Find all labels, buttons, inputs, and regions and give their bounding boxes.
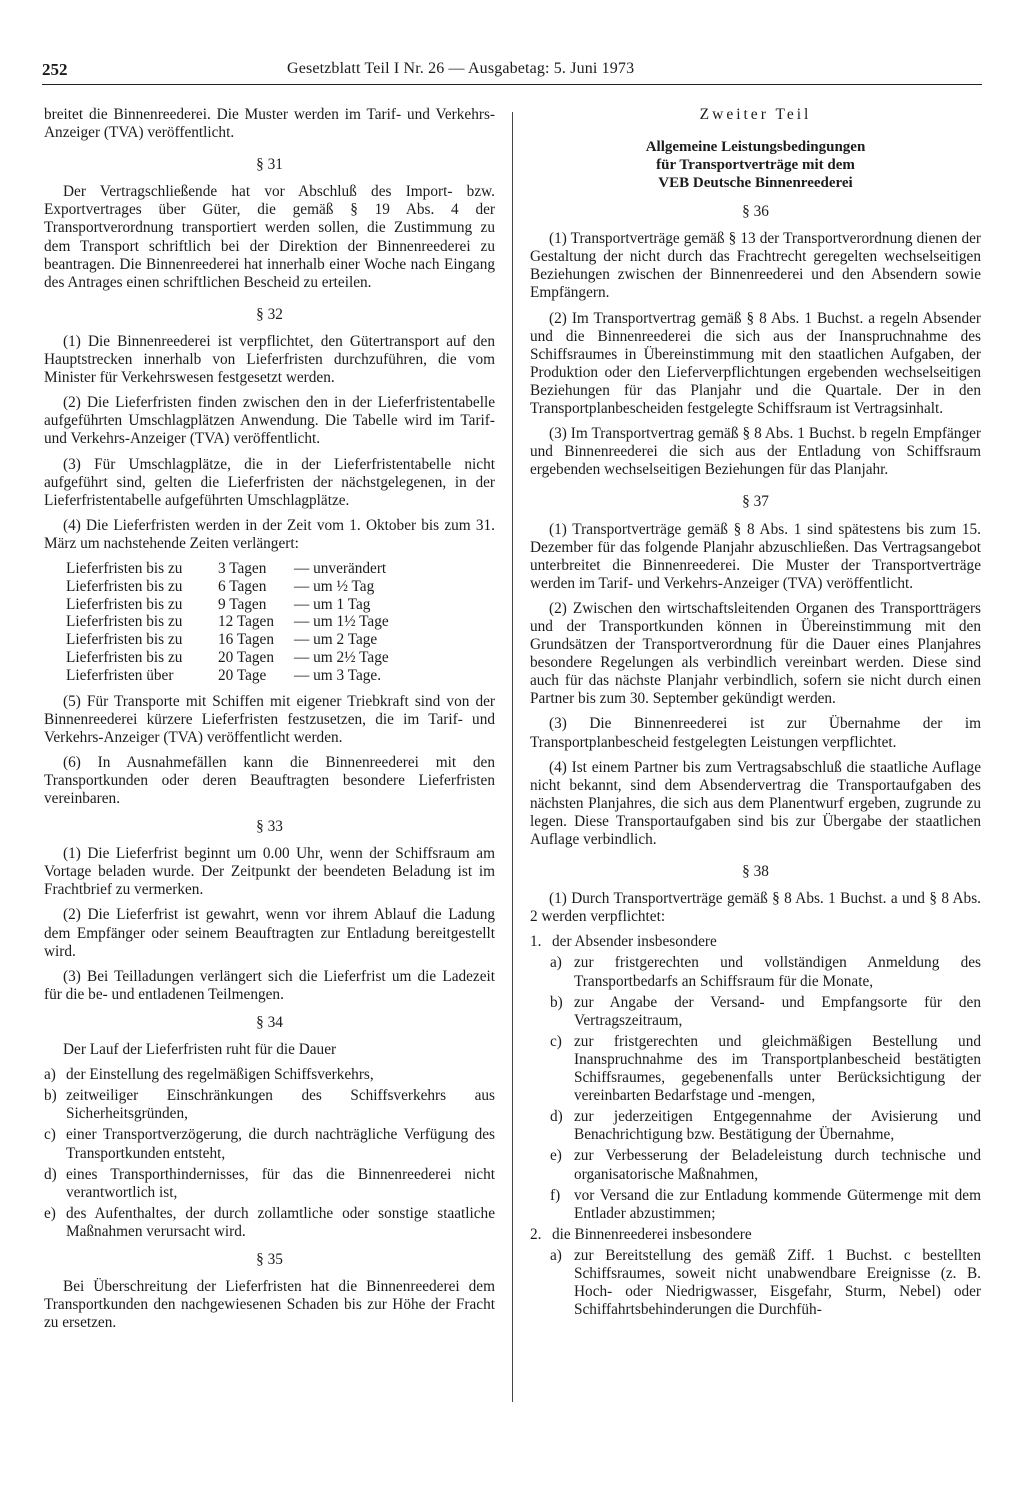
- section-33-para-2: (2) Die Lieferfrist ist gewahrt, wenn vor ihrem Ablauf die Ladung dem Empfänger oder seinem Beauftragten zur Entladung bereitgestellt wird.: [44, 906, 495, 960]
- list-item-text: eines Transporthindernisses, für das die Binnenreederei nicht verantwortlich ist,: [66, 1165, 495, 1201]
- table-cell: Lieferfristen über: [66, 666, 174, 684]
- sub-list-item: [550, 994, 981, 1030]
- list-item-text: der Einstellung des regelmäßigen Schiffsverkehrs,: [66, 1066, 374, 1084]
- table-cell: 6 Tagen: [218, 577, 267, 595]
- part-title-line: Allgemeine Leistungsbedingungen: [645, 139, 866, 156]
- list-item-text: zeitweiliger Einschränkungen des Schiffsverkehrs aus Sicherheitsgründen,: [66, 1087, 495, 1123]
- list-marker: 1.: [530, 933, 542, 951]
- section-33-para-1: (1) Die Lieferfrist beginnt um 0.00 Uhr, wenn der Schiffsraum am Vortage beladen wurde. Der Zeitpunkt der beendeten Beladung ist im Frachtbrief zu vermerken.: [44, 845, 495, 899]
- table-cell: 20 Tage: [218, 666, 267, 684]
- section-37-para-3: (3) Die Binnenreederei ist zur Übernahme der im Transportplanbescheid festgelegten Leistungen verpflichtet.: [530, 715, 981, 751]
- section-heading-31: § 31: [256, 156, 283, 174]
- list-marker: e): [44, 1204, 56, 1222]
- section-heading-32: § 32: [256, 305, 283, 323]
- list-item-text: vor Versand die zur Entladung kommende Gütermenge mit dem Entlader abzustimmen;: [574, 1186, 981, 1222]
- list-item: [44, 1066, 495, 1084]
- list-marker: e): [550, 1147, 562, 1165]
- sub-list-item: [550, 1147, 981, 1183]
- table-cell: Lieferfristen bis zu: [66, 631, 183, 649]
- section-heading-33: § 33: [256, 818, 283, 836]
- list-marker: 2.: [530, 1225, 542, 1243]
- section-37-para-1: (1) Transportverträge gemäß § 8 Abs. 1 sind spätestens bis zum 15. Dezember für das folgende Planjahr abzuschließen. Das Vertragsangebot unterbreitet die Binnenreederei. Die Muster der Transportverträge werden im Tarif- und Verkehrs-Anzeiger (TVA) veröffentlicht.: [530, 520, 981, 592]
- table-cell: 16 Tagen: [218, 631, 274, 649]
- table-row: [66, 596, 495, 614]
- part-title: [530, 138, 981, 192]
- list-item: [530, 1226, 981, 1244]
- section-32-para-6: (6) In Ausnahmefällen kann die Binnenreederei mit den Transportkunden oder deren Beauftragten besondere Lieferfristen vereinbaren.: [44, 753, 495, 808]
- list-item-text: zur fristgerechten und gleichmäßigen Bestellung und Inanspruchnahme des im Transportplanbescheid bestätigten Schiffsraumes, gegebenenfalls unter Berücksichtigung der vereinbarten Bedarfstage und -mengen,: [574, 1032, 981, 1105]
- table-cell: 20 Tagen: [218, 648, 274, 666]
- section-32-para-3: (3) Für Umschlagplätze, die in der Lieferfristentabelle nicht aufgeführt sind, gelten die Lieferfristen der nächstgelegenen, in der Lieferfristentabelle aufgeführten Umschlagplätze.: [44, 455, 495, 509]
- intro-paragraph: breitet die Binnenreederei. Die Muster werden im Tarif- und Verkehrs-Anzeiger (TVA) veröffentlicht.: [44, 106, 495, 142]
- running-title: Gesetzblatt Teil I Nr. 26 — Ausgabetag: 5. Juni 1973: [287, 60, 635, 77]
- section-36-para-2: (2) Im Transportvertrag gemäß § 8 Abs. 1 Buchst. a regeln Absender und die Binnenreederei die sich aus der Inanspruchnahme des Schiffsraumes in Übereinstimmung mit den staatlichen Aufgaben, der Produktion oder den Lieferverpflichtungen ergebenden wechselseitigen Beziehungen für das Planjahr und die Quartale. Der in den Transportplanbescheiden festgelegte Schiffsraum ist Vertragsinhalt.: [530, 309, 981, 418]
- table-cell: 9 Tagen: [218, 595, 267, 613]
- list-item: [44, 1126, 495, 1162]
- list-item: [44, 1087, 495, 1123]
- part-heading: Zweiter Teil: [699, 106, 812, 123]
- section-32-para-2: (2) Die Lieferfristen finden zwischen den in der Lieferfristentabelle aufgeführten Umschlagplätzen Anwendung. Die Tabelle wird im Tarif- und Verkehrs-Anzeiger (TVA) veröffentlicht.: [44, 394, 495, 448]
- table-cell: Lieferfristen bis zu: [66, 595, 183, 613]
- list-marker: c): [44, 1126, 56, 1144]
- table-row: [66, 560, 495, 578]
- section-heading-37: § 37: [742, 493, 769, 511]
- table-cell: Lieferfristen bis zu: [66, 577, 183, 595]
- sub-list-item: [550, 1247, 981, 1319]
- list-marker: b): [550, 993, 563, 1011]
- list-item-text: der Absender insbesondere: [552, 933, 717, 951]
- part-title-line: VEB Deutsche Binnenreederei: [658, 175, 853, 192]
- table-cell: 12 Tagen: [218, 613, 274, 631]
- list-marker: a): [44, 1066, 56, 1084]
- part-title-line: für Transportverträge mit dem: [656, 157, 855, 174]
- section-34-intro: Der Lauf der Lieferfristen ruht für die Dauer: [63, 1041, 337, 1059]
- table-cell: — unverändert: [294, 559, 387, 577]
- section-36-para-3: (3) Im Transportvertrag gemäß § 8 Abs. 1 Buchst. b regeln Empfänger und Binnenreederei die sich aus der Entladung von Schiffsraum ergebenden wechselseitigen Beziehungen für das Planjahr.: [530, 425, 981, 479]
- list-item-text: die Binnenreederei insbesondere: [552, 1225, 752, 1243]
- section-33-para-3: (3) Bei Teilladungen verlängert sich die Lieferfrist um die Ladezeit für die be- und entladenen Teilmengen.: [44, 967, 495, 1003]
- list-item-text: zur Verbesserung der Beladeleistung durch technische und organisatorische Maßnahmen,: [574, 1147, 981, 1183]
- list-marker: d): [44, 1165, 57, 1183]
- section-31-text: Der Vertragschließende hat vor Abschluß des Import- bzw. Exportvertrages über Güter, die gemäß § 19 Abs. 4 der Transportverordnung transportiert werden sollen, die Zustimmung zu dem Transport schriftlich bei der Direktion der Binnenreederei zu beantragen. Die Binnenreederei hat innerhalb einer Woche nach Eingang des Antrages einen schriftlichen Bescheid zu erteilen.: [44, 183, 495, 291]
- table-row: [66, 667, 495, 685]
- header-rule: [42, 84, 982, 85]
- sub-list-item: [550, 954, 981, 990]
- table-cell: — um 2½ Tage: [294, 648, 389, 666]
- sub-list-item: [550, 1033, 981, 1105]
- list-item: [44, 1166, 495, 1202]
- section-37-para-4: (4) Ist einem Partner bis zum Vertragsabschluß die staatliche Auflage nicht bekannt, sind dem Absendervertrag die Transportaufgaben des nächsten Planjahres, die sich aus dem Planentwurf ergeben, zugrunde zu legen. Diese Transportaufgaben sind bis zur Übergabe der staatlichen Auflage verbindlich.: [530, 758, 981, 848]
- section-36-para-1: (1) Transportverträge gemäß § 13 der Transportverordnung dienen der Gestaltung der nicht durch das Frachtrecht geregelten wechselseitigen Beziehungen zwischen der Binnenreederei und den Absendern sowie Empfängern.: [530, 230, 981, 302]
- section-32-para-1: (1) Die Binnenreederei ist verpflichtet, den Gütertransport auf den Hauptstrecken innerhalb von Lieferfristen durchzuführen, die vom Minister für Verkehrswesen festgesetzt werden.: [44, 332, 495, 387]
- list-marker: a): [550, 1246, 562, 1264]
- sub-list-item: [550, 1187, 981, 1223]
- column-divider: [512, 112, 513, 1402]
- list-item-text: zur jederzeitigen Entgegennahme der Avisierung und Benachrichtigung bzw. Bestätigung der Übernahme,: [574, 1108, 981, 1144]
- left-column: [44, 106, 495, 1339]
- list-item-text: zur Bereitstellung des gemäß Ziff. 1 Buchst. c bestellten Schiffsraumes, soweit nicht unabwendbare Ereignisse (z. B. Hoch- oder Niedrigwasser, Eisgefahr, Sturm, Nebel) oder Schiffahrtsbehinderungen die Durchfüh-: [574, 1246, 981, 1319]
- table-cell: Lieferfristen bis zu: [66, 613, 183, 631]
- list-item: [530, 933, 981, 951]
- table-row: [66, 649, 495, 667]
- table-cell: — um 3 Tage.: [294, 666, 382, 684]
- section-heading-36: § 36: [742, 203, 769, 221]
- section-heading-34: § 34: [256, 1013, 283, 1031]
- list-item-text: zur Angabe der Versand- und Empfangsorte für den Vertragszeitraum,: [574, 993, 981, 1029]
- section-heading-38: § 38: [742, 863, 769, 881]
- section-heading-35: § 35: [256, 1250, 283, 1268]
- table-row: [66, 578, 495, 596]
- table-cell: Lieferfristen bis zu: [66, 559, 183, 577]
- list-item-text: des Aufenthaltes, der durch zollamtliche oder sonstige staatliche Maßnahmen verursacht wird.: [66, 1204, 495, 1240]
- list-item-text: zur fristgerechten und vollständigen Anmeldung des Transportbedarfs an Schiffsraum für die Monate,: [574, 954, 981, 990]
- list-marker: b): [44, 1087, 57, 1105]
- section-32-para-4: (4) Die Lieferfristen werden in der Zeit vom 1. Oktober bis zum 31. März um nachstehende Zeiten verlängert:: [44, 516, 495, 552]
- list-marker: c): [550, 1032, 562, 1050]
- table-cell: — um 1 Tag: [294, 595, 371, 613]
- sub-list-item: [550, 1108, 981, 1144]
- delivery-time-table: [66, 560, 495, 685]
- list-item-text: einer Transportverzögerung, die durch nachträgliche Verfügung des Transportkunden entsteht,: [66, 1126, 495, 1162]
- table-cell: — um ½ Tag: [294, 577, 375, 595]
- table-cell: Lieferfristen bis zu: [66, 648, 183, 666]
- table-cell: — um 2 Tage: [294, 631, 378, 649]
- section-38-para-1: (1) Durch Transportverträge gemäß § 8 Abs. 1 Buchst. a und § 8 Abs. 2 werden verpflichtet:: [530, 890, 981, 926]
- table-row: [66, 613, 495, 631]
- section-32-para-5: (5) Für Transporte mit Schiffen mit eigener Triebkraft sind von der Binnenreederei kürzere Lieferfristen festzusetzen, die im Tarif- und Verkehrs-Anzeiger (TVA) veröffentlicht werden.: [44, 692, 495, 746]
- list-marker: a): [550, 954, 562, 972]
- list-item: [44, 1205, 495, 1241]
- list-marker: d): [550, 1108, 563, 1126]
- section-37-para-2: (2) Zwischen den wirtschaftsleitenden Organen des Transportträgers und der Transportkunden können in Übereinstimmung mit den Grundsätzen der Transportverordnung für die Dauer eines Planjahres besondere Regelungen als verbindlich vereinbart werden. Diese sind auch für das nächste Planjahr verbindlich, sofern sie nicht durch einen Partner bis zum 30. September gekündigt werden.: [530, 599, 981, 708]
- list-marker: f): [550, 1186, 561, 1204]
- right-column: [530, 106, 981, 1322]
- table-row: [66, 631, 495, 649]
- section-35-text: Bei Überschreitung der Lieferfristen hat die Binnenreederei dem Transportkunden den nachgewiesenen Schaden bis zur Höhe der Fracht zu ersetzen.: [44, 1278, 495, 1332]
- table-cell: 3 Tagen: [218, 559, 267, 577]
- page-number: 252: [42, 60, 68, 79]
- table-cell: — um 1½ Tage: [294, 613, 389, 631]
